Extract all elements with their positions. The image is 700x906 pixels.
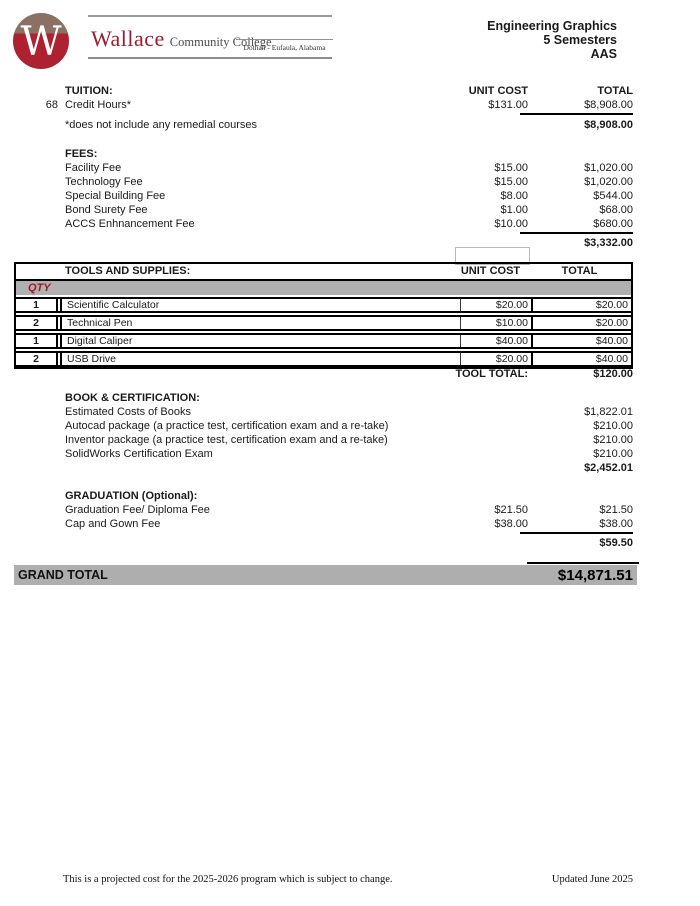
fee-row: [0, 161, 633, 175]
fee-row: [0, 217, 633, 231]
graduation-heading: GRADUATION (Optional):: [65, 490, 198, 502]
grand-total-value: $14,871.51: [557, 566, 633, 584]
tool-unit-cost: $40.00: [460, 335, 531, 347]
book-total: $210.00: [593, 420, 633, 432]
fees-header-row: [0, 147, 633, 161]
fee-total: $680.00: [593, 218, 633, 230]
banner-bottom-rule: [88, 57, 332, 59]
banner-top-rule: [88, 15, 332, 17]
tool-unit-cost: $10.00: [460, 317, 531, 329]
program-name: Engineering Graphics: [487, 19, 617, 33]
tool-qty: 1: [16, 299, 58, 311]
cap-gown-label: Cap and Gown Fee: [65, 518, 161, 530]
tool-row: [16, 333, 631, 349]
books-subtotal: $2,452.01: [584, 462, 633, 474]
tool-qty: 2: [16, 317, 58, 329]
tool-total: $40.00: [531, 353, 631, 365]
tool-total: $20.00: [531, 299, 631, 311]
books-subtotal-row: [0, 461, 633, 475]
graduation-fee-unit-cost: $21.50: [494, 504, 528, 516]
tool-name: Technical Pen: [60, 317, 460, 329]
book-label: Inventor package (a practice test, certification exam and a re-take): [65, 434, 388, 446]
fee-label: Facility Fee: [65, 162, 122, 174]
grand-total-bar: [14, 565, 637, 585]
footer-updated: Updated June 2025: [551, 874, 633, 885]
graduation-fee-total: $21.50: [599, 504, 633, 516]
fee-row: [0, 189, 633, 203]
graduation-row: [0, 517, 633, 531]
fee-unit-cost: $1.00: [500, 204, 528, 216]
tuition-note: *does not include any remedial courses: [65, 119, 258, 131]
tool-row: [16, 315, 631, 331]
fee-total: $1,020.00: [584, 176, 633, 188]
tuition-section: [0, 84, 633, 132]
tools-table-header: [16, 264, 631, 281]
tool-total-label: TOOL TOTAL:: [455, 368, 528, 380]
tool-name: Digital Caliper: [60, 335, 460, 347]
tuition-subtotal-rule: [520, 113, 633, 115]
tool-name: USB Drive: [60, 353, 460, 365]
program-title-block: [487, 19, 617, 61]
qty-band: QTY: [16, 281, 631, 295]
tool-row: [16, 351, 631, 367]
program-length: 5 Semesters: [543, 33, 617, 47]
fee-label: Bond Surety Fee: [65, 204, 148, 216]
fee-label: ACCS Enhnancement Fee: [65, 218, 195, 230]
grand-total-label: GRAND TOTAL: [18, 568, 108, 582]
tool-total-row: [0, 367, 633, 381]
college-logo: [13, 13, 69, 69]
grand-total-rule: [527, 562, 639, 564]
fee-label: Technology Fee: [65, 176, 143, 188]
tool-name: Scientific Calculator: [60, 299, 460, 311]
college-name-suffix: Community College: [169, 35, 272, 49]
college-location: Dothan - Eufaula, Alabama: [236, 39, 333, 52]
fee-total: $544.00: [593, 190, 633, 202]
fee-row: [0, 175, 633, 189]
tool-unit-cost: $20.00: [460, 353, 531, 365]
credit-hours-total: $8,908.00: [584, 99, 633, 111]
tools-unit-cost-header: UNIT COST: [460, 265, 521, 277]
book-label: Autocad package (a practice test, certification exam and a re-take): [65, 420, 389, 432]
cap-gown-total: $38.00: [599, 518, 633, 530]
book-row: [0, 433, 633, 447]
credit-hours-unit-cost: $131.00: [488, 99, 528, 111]
program-degree: AAS: [590, 47, 617, 61]
book-label: SolidWorks Certification Exam: [65, 448, 213, 460]
book-total: $210.00: [593, 448, 633, 460]
tool-total-section: [0, 367, 633, 381]
credit-hours-label: Credit Hours*: [65, 99, 132, 111]
book-label: Estimated Costs of Books: [65, 406, 191, 418]
credit-hours-qty: 68: [45, 99, 58, 111]
unit-cost-column-header: UNIT COST: [468, 85, 528, 97]
book-row: [0, 419, 633, 433]
total-column-header: TOTAL: [597, 85, 633, 97]
tools-heading: TOOLS AND SUPPLIES:: [65, 265, 191, 277]
graduation-header-row: [0, 489, 633, 503]
graduation-subtotal-row: [0, 536, 633, 550]
logo-letter-w: W: [20, 19, 62, 65]
graduation-fee-label: Graduation Fee/ Diploma Fee: [65, 504, 210, 516]
tuition-note-row: [0, 118, 633, 132]
page-footer: [0, 874, 700, 885]
tuition-row: [0, 98, 633, 112]
fee-total: $68.00: [599, 204, 633, 216]
graduation-row: [0, 503, 633, 517]
tuition-subtotal: $8,908.00: [584, 119, 633, 131]
tool-total: $40.00: [531, 335, 631, 347]
fees-subtotal-row: [0, 236, 633, 250]
book-total: $210.00: [593, 434, 633, 446]
tuition-header-row: [0, 84, 633, 98]
tool-row: [16, 297, 631, 313]
fee-total: $1,020.00: [584, 162, 633, 174]
fees-section: [0, 147, 633, 250]
fee-unit-cost: $10.00: [494, 218, 528, 230]
books-heading: BOOK & CERTIFICATION:: [65, 392, 200, 404]
footer-note: This is a projected cost for the 2025-2026 program which is subject to change.: [63, 874, 393, 885]
graduation-subtotal: $59.50: [599, 537, 633, 549]
graduation-section: [0, 489, 633, 550]
fee-unit-cost: $8.00: [500, 190, 528, 202]
fee-row: [0, 203, 633, 217]
books-section: [0, 391, 633, 475]
cap-gown-unit-cost: $38.00: [494, 518, 528, 530]
tools-total-header: TOTAL: [561, 265, 598, 277]
fee-label: Special Building Fee: [65, 190, 166, 202]
tuition-heading: TUITION:: [65, 85, 113, 97]
tool-qty: 2: [16, 353, 58, 365]
fees-heading: FEES:: [65, 148, 98, 160]
tool-total-value: $120.00: [593, 368, 633, 380]
fee-unit-cost: $15.00: [494, 162, 528, 174]
book-row: [0, 405, 633, 419]
fees-subtotal-rule: [520, 232, 633, 234]
college-name: Wallace: [91, 26, 165, 51]
tools-table: [14, 262, 633, 369]
fee-unit-cost: $15.00: [494, 176, 528, 188]
tool-qty: 1: [16, 335, 58, 347]
books-header-row: [0, 391, 633, 405]
tool-total: $20.00: [531, 317, 631, 329]
book-total: $1,822.01: [584, 406, 633, 418]
book-row: [0, 447, 633, 461]
tool-unit-cost: $20.00: [460, 299, 531, 311]
graduation-subtotal-rule: [520, 532, 633, 534]
fees-subtotal: $3,332.00: [584, 237, 633, 249]
